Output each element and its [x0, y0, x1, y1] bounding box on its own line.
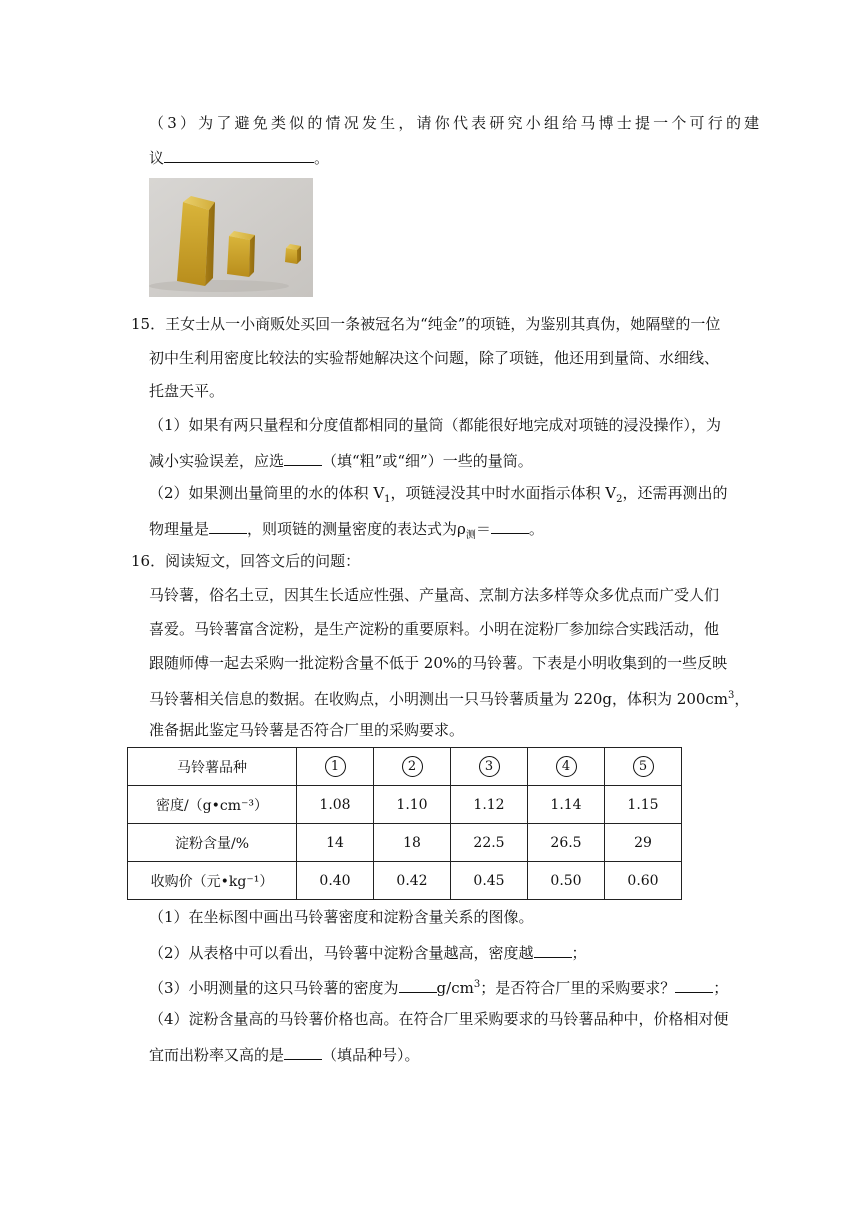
q15-part2-line1 [149, 483, 728, 510]
q15-part2-text-f: ＝ [475, 520, 491, 538]
table-cell: 29 [605, 824, 682, 862]
subscript: 1 [384, 494, 391, 505]
q16-sub2 [149, 941, 587, 963]
q16-para-line4 [149, 686, 749, 709]
answer-blank[interactable] [284, 1043, 322, 1060]
table-row-label: 淀粉含量/% [128, 824, 297, 862]
q15-part2-line2 [149, 517, 544, 546]
q16-para-text-b: ， [734, 690, 750, 708]
table-cell: 0.40 [297, 862, 374, 900]
table-cell: 0.42 [374, 862, 451, 900]
superscript: 3 [473, 979, 481, 990]
variety-number: 4 [556, 756, 577, 777]
q14-part3-line2 [149, 146, 329, 168]
q15-part1-line2 [149, 449, 533, 471]
q15-line1: 15．王女士从一小商贩处买回一条被冠名为“纯金”的项链，为鉴别其真伪，她隔壁的一位 [131, 315, 721, 333]
variety-number: 1 [325, 756, 346, 777]
answer-blank[interactable] [534, 941, 572, 958]
variety-number: 2 [402, 756, 423, 777]
q16-sub3-text-c: ；是否符合厂里的采购要求？ [480, 979, 676, 997]
q16-sub3-text-a: （3）小明测量的这只马铃薯的密度为 [149, 979, 399, 997]
table-header-cell [297, 748, 374, 786]
q16-sub3-unit: g/cm [436, 979, 474, 997]
subscript: 测 [465, 530, 476, 541]
q16-sub3 [149, 975, 728, 998]
answer-blank[interactable] [675, 976, 713, 993]
answer-blank[interactable] [209, 517, 247, 534]
q15-part1-text-a: 减小实验误差，应选 [149, 452, 285, 470]
answer-blank[interactable] [399, 976, 437, 993]
table-header-row [128, 748, 682, 786]
q15-part2-text-g: 。 [528, 520, 544, 538]
table-cell: 18 [374, 824, 451, 862]
q16-sub3-text-d: ； [713, 979, 729, 997]
table-cell: 14 [297, 824, 374, 862]
q16-para-line3: 跟随师傅一起去采购一批淀粉含量不低于 20%的马铃薯。下表是小明收集到的一些反映 [149, 654, 728, 672]
q16-sub4-text-b: （填品种号）。 [322, 1046, 420, 1064]
table-header-cell [451, 748, 528, 786]
table-header-cell [605, 748, 682, 786]
table-cell: 1.10 [374, 786, 451, 824]
q16-sub2-text-b: ； [571, 944, 587, 962]
table-row-label: 密度/（g•cm⁻³） [128, 786, 297, 824]
table-cell: 1.08 [297, 786, 374, 824]
table-cell: 0.45 [451, 862, 528, 900]
q14-part3-suffix: 。 [314, 149, 330, 167]
table-row [128, 786, 682, 824]
table-cell: 26.5 [528, 824, 605, 862]
q16-para-text-a: 马铃薯相关信息的数据。在收购点，小明测出一只马铃薯质量为 220g，体积为 200cm [149, 690, 729, 708]
table-row-label: 收购价（元•kg⁻¹） [128, 862, 297, 900]
q16-sub2-text-a: （2）从表格中可以看出，马铃薯中淀粉含量越高，密度越 [149, 944, 534, 962]
q16-para-line5: 准备据此鉴定马铃薯是否符合厂里的采购要求。 [149, 721, 465, 739]
table-cell: 0.50 [528, 862, 605, 900]
q16-para-line2: 喜爱。马铃薯富含淀粉，是生产淀粉的重要原料。小明在淀粉厂参加综合实践活动，他 [149, 620, 720, 638]
q15-part2-text-e: ，则项链的测量密度的表达式为ρ [247, 520, 466, 538]
q16-sub4-text-a: 宜而出粉率又高的是 [149, 1046, 285, 1064]
table-cell: 22.5 [451, 824, 528, 862]
q15-line3: 托盘天平。 [149, 382, 225, 400]
q15-part2-text-c: ，还需再测出的 [622, 484, 728, 502]
q15-part2-text-b: ，项链浸没其中时水面指示体积 V [390, 484, 617, 502]
answer-blank[interactable] [284, 449, 322, 466]
table-cell: 1.15 [605, 786, 682, 824]
q14-part3-prefix: 议 [149, 149, 165, 167]
table-row [128, 824, 682, 862]
answer-blank[interactable] [491, 517, 529, 534]
variety-number: 5 [633, 756, 654, 777]
q15-part1-line1: （1）如果有两只量程和分度值都相同的量筒（都能很好地完成对项链的浸没操作），为 [149, 416, 722, 434]
q16-sub4-line1: （4）淀粉含量高的马铃薯价格也高。在符合厂里采购要求的马铃薯品种中，价格相对便 [149, 1010, 729, 1028]
table-cell: 1.14 [528, 786, 605, 824]
q15-part1-text-b: （填“粗”或“细”）一些的量筒。 [322, 452, 533, 470]
q15-line2: 初中生利用密度比较法的实验帮她解决这个问题，除了项链，他还用到量筒、水细线、 [149, 349, 720, 367]
table-cell: 0.60 [605, 862, 682, 900]
table-header-cell [374, 748, 451, 786]
subscript: 2 [616, 494, 623, 505]
q16-para-line1: 马铃薯，俗名土豆，因其生长适应性强、产量高、烹制方法多样等众多优点而广受人们 [149, 586, 720, 604]
gold-bars-photo [149, 178, 313, 297]
q16-sub4-line2 [149, 1043, 420, 1065]
potato-data-table [127, 747, 682, 900]
table-row [128, 862, 682, 900]
superscript: 3 [728, 690, 735, 701]
table-header-cell [528, 748, 605, 786]
table-header-cell: 马铃薯品种 [128, 748, 297, 786]
q15-part2-text-d: 物理量是 [149, 520, 210, 538]
q16-title: 16．阅读短文，回答文后的问题： [131, 552, 361, 570]
q16-sub1: （1）在坐标图中画出马铃薯密度和淀粉含量关系的图像。 [149, 908, 534, 926]
variety-number: 3 [479, 756, 500, 777]
table-cell: 1.12 [451, 786, 528, 824]
answer-blank[interactable] [164, 146, 314, 163]
q15-part2-text-a: （2）如果测出量筒里的水的体积 V [149, 484, 385, 502]
q14-part3-line1: （3）为了避免类似的情况发生，请你代表研究小组给马博士提一个可行的建 [149, 114, 763, 132]
